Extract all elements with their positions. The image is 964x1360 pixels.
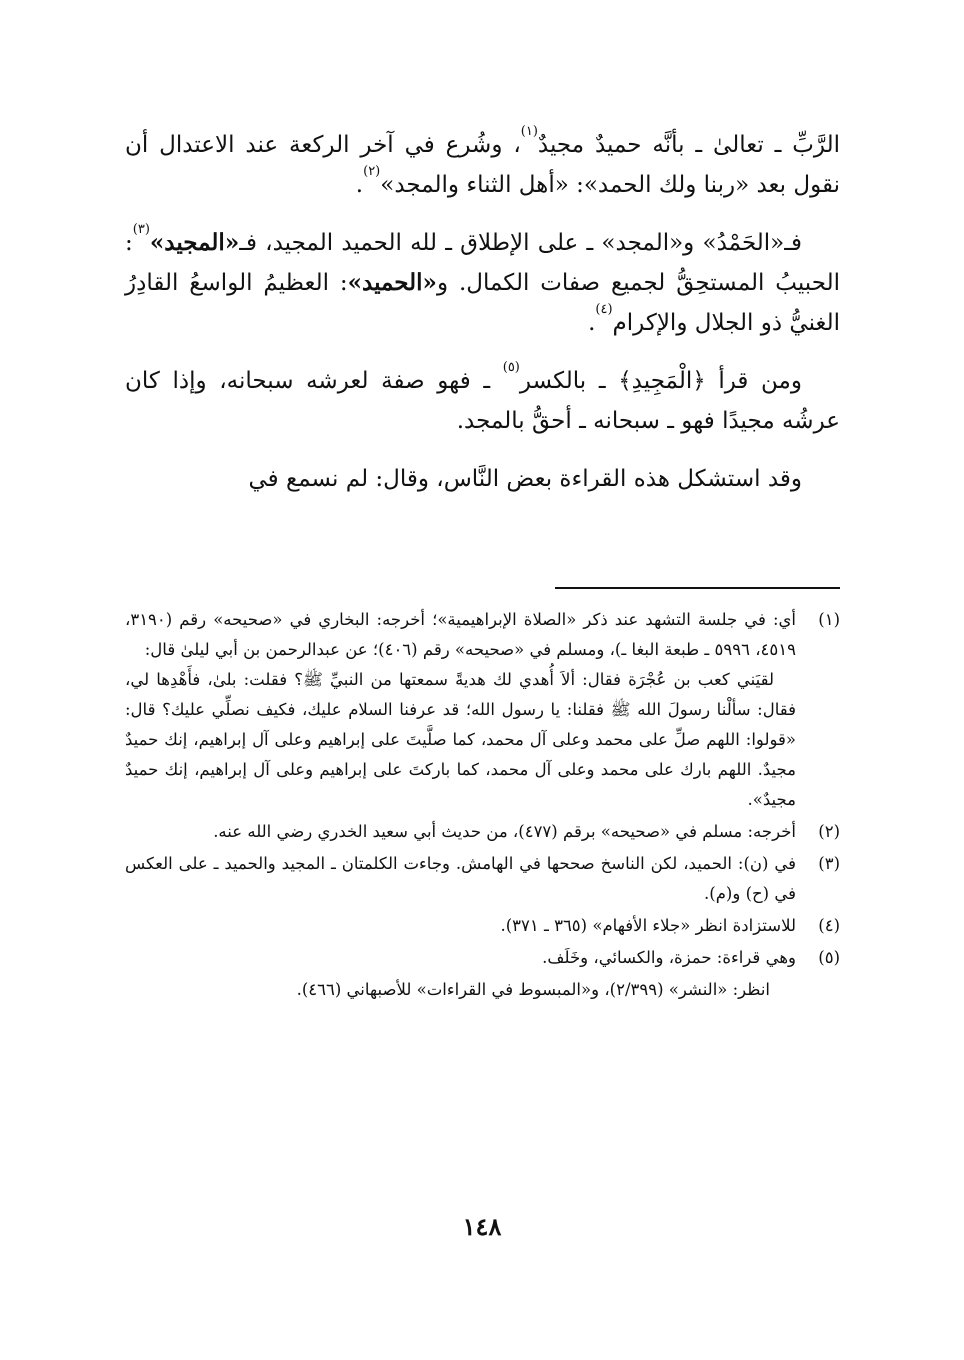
paragraph-2-part-b: : الحبيبُ المستحِقُّ لجميع صفات الكمال. و [125,230,840,296]
main-text [125,125,840,517]
footnote-1 [125,605,840,815]
footnote-ref-3[interactable]: (٣) [132,222,150,237]
paragraph-3-part-a: ومن قرأ ﴿الْمَجِيدِ﴾ ـ بالكسر [519,368,802,394]
footnote-3 [125,849,840,909]
page-number: ١٤٨ [462,1212,502,1241]
footnote-number: (٤) [818,916,840,935]
footnote-ref-5[interactable]: (٥) [502,360,520,375]
footnote-body [125,911,796,941]
footnote-text: للاستزادة انظر «جلاء الأفهام» (٣٦٥ ـ ٣٧١). [500,916,796,935]
term-majeed: «المجيد» [149,229,240,256]
footnote-2 [125,817,840,847]
footnote-body [125,849,796,909]
footnote-number: (٢) [818,822,840,841]
footnote-ref-4[interactable]: (٤) [595,302,613,317]
paragraph-2-part-c: : العظيمُ الواسعُ القادِرُ الغنيُّ ذو الجلال والإكرام [125,270,840,336]
paragraph-2-part-a: فـ«الحَمْدُ» و«المجد» ـ على الإطلاق ـ لله الحميد المجيد، فـ [239,230,802,256]
paragraph-4 [125,459,840,499]
paragraph-1-text: الرَّبِّ ـ تعالىٰ ـ بأنَّه حميدٌ مجيدٌ [537,132,840,158]
footnote-number: (٣) [818,854,840,873]
paragraph-3 [125,361,840,441]
footnote-5 [125,943,840,973]
paragraph-1-end: . [355,172,364,198]
paragraph-2 [125,223,840,343]
paragraph-4-text: وقد استشكل هذه القراءة بعض النَّاس، وقال: لم نسمع في [248,466,802,492]
paragraph-1-middle: ، وشُرع في آخر الركعة عند الاعتدال أن نقول بعد «ربنا ولك الحمد»: «أهل الثناء والمجد» [125,132,840,198]
footnote-number: (١) [818,610,840,629]
footnote-text: في (ن): الحميد، لكن الناسخ صححها في الهامش. وجاءت الكلمتان ـ المجيد والحميد ـ على العكس في (ح) و(م). [125,854,796,903]
footnote-4 [125,911,840,941]
footnote-text: وهي قراءة: حمزة، والكسائي، وخَلَف. [542,948,796,967]
term-hameed: «الحميد» [347,269,437,296]
footnotes [125,605,840,1005]
footnote-ref-1[interactable]: (١) [520,124,538,139]
footnote-5-continuation: انظر: «النشر» (٢/٣٩٩)، و«المبسوط في القراءات» للأصبهاني (٤٦٦). [296,980,770,999]
footnote-body [125,817,796,847]
footnote-ref-2[interactable]: (٢) [363,164,381,179]
footnote-number: (٥) [818,948,840,967]
footnote-body [125,943,796,973]
paragraph-2-end: . [588,310,596,336]
footnote-hadith-text: لقيَني كعب بن عُجْرَة فقال: ألاَ أُهدي لك هديةً سمعتها من النبيِّ ﷺ؟ فقلت: بلىٰ، فأَهْدِها لي، فقال: سألْنا رسولَ الله ﷺ فقلنا: يا رسول الله؛ قد عرفنا السلام عليك، فكيف نصلِّي عليك؟ قال: «قولوا: اللهم صلِّ على محمد وعلى آل محمد، كما صلَّيتَ على إبراهيم وعلى آل إبراهيم، إنك حميدٌ مجيدٌ. اللهم بارك على محمد وعلى آل محمد، كما باركتَ على إبراهيم وعلى آل إبراهيم، إنك حميدٌ مجيدٌ». [125,670,796,809]
footnote-body [125,605,796,815]
footnote-text: أخرجه: مسلم في «صحيحه» برقم (٤٧٧)، من حديث أبي سعيد الخدري رضي الله عنه. [213,822,796,841]
footnote-text: أي: في جلسة التشهد عند ذكر «الصلاة الإبراهيمية»؛ أخرجه: البخاري في «صحيحه» رقم (٣١٩٠، ٤٥١٩، ٥٩٩٦ ـ طبعة البغا ـ)، ومسلم في «صحيحه» رقم (٤٠٦)؛ عن عبدالرحمن بن أبي ليلىٰ قال: [125,610,796,659]
paragraph-1 [125,125,840,205]
footnote-separator [555,587,840,589]
paragraph-3-part-b: ـ فهو صفة لعرشه سبحانه، وإذا كان عرشُه مجيدًا فهو ـ سبحانه ـ أحقُّ بالمجد. [125,368,840,434]
